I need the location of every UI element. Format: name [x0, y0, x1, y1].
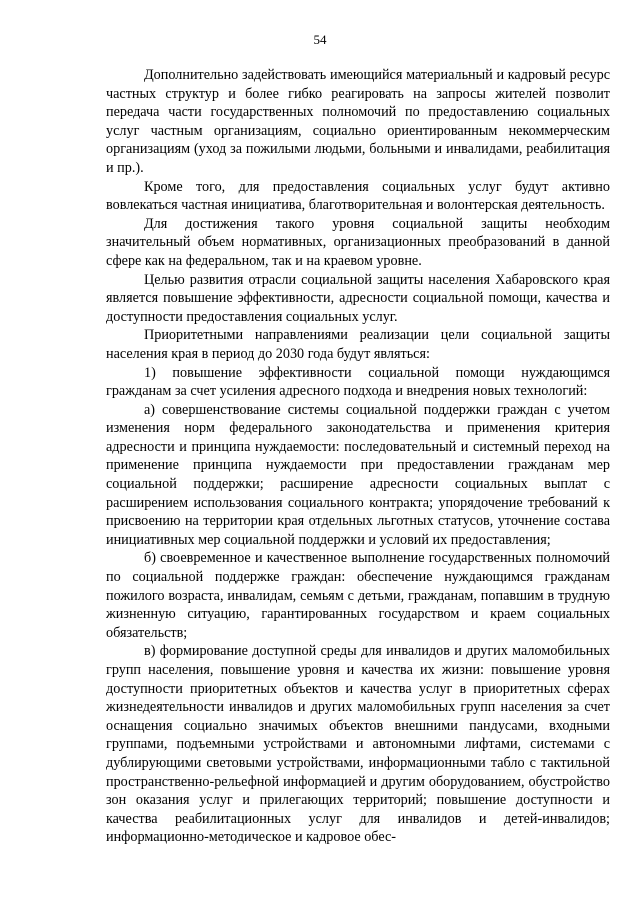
sub-list-item: в) формирование доступной среды для инвалидов и других маломобильных групп населения, повышение уровня и качества их жизни: повышение уровня доступности приоритетных объектов и качества услуг в приоритетных сферах жизнедеятельности инвалидов и других маломобильных групп населения за счет оснащения социально значимых объектов внешними пандусами, входными группами, подъемными устройствами и автономными лифтами, системами с дублирующими световыми устройствами, информационными табло с тактильной пространственно-рельефной информацией и другим оборудованием, обустройство зон оказания услуг и прилегающих территорий; повышение доступности и качества реабилитационных услуг для инвалидов и детей-инвалидов; информационно-методическое и кадровое обес- [106, 643, 610, 846]
sub-list-item: б) своевременное и качественное выполнение государственных полномочий по социальной поддержке граждан: обеспечение нуждающимся гражданам пожилого возраста, инвалидам, семьям с детьми, гражданам, попавшим в трудную жизненную ситуацию, гарантированных государством и краем социальных обязательств; [106, 550, 610, 641]
paragraph: Для достижения такого уровня социальной защиты необходим значительный объем нормативных, организационных преобразований в данной сфере как на федеральном, так и на краевом уровне. [106, 215, 610, 269]
document-body [106, 66, 610, 847]
paragraph: Кроме того, для предоставления социальных услуг будут активно вовлекаться частная инициатива, благотворительная и волонтерская деятельность. [106, 178, 610, 214]
list-item: 1) повышение эффективности социальной помощи нуждающимся гражданам за счет усиления адресного подхода и внедрения новых технологий: [106, 364, 610, 400]
paragraph: Целью развития отрасли социальной защиты населения Хабаровского края является повышение эффективности, адресности социальной помощи, качества и доступности предоставления социальных услуг. [106, 271, 610, 325]
sub-list-item: а) совершенствование системы социальной поддержки граждан с учетом изменения норм федерального законодательства и применения критерия адресности и принципа нуждаемости: последовательный и системный переход на применение принципа нуждаемости при предоставлении гражданам мер социальной поддержки; расширение адресности социальных выплат с расширением использования социального контракта; упорядочение требований к присвоению на территории края отдельных льготных статусов, уточнение состава инициативных мер социальной поддержки и условий их предоставления; [106, 401, 610, 548]
paragraph: Приоритетными направлениями реализации цели социальной защиты населения края в период до 2030 года будут являться: [106, 327, 610, 362]
paragraph: Дополнительно задействовать имеющийся материальный и кадровый ресурс частных структур и более гибко реагировать на запросы жителей позволит передача части государственных полномочий по предоставлению социальных услуг частным организациям, социально ориентированным некоммерческим организациям (уход за пожилыми людьми, больными и инвалидами, реабилитация и пр.). [106, 67, 610, 176]
page-number: 54 [313, 32, 327, 47]
